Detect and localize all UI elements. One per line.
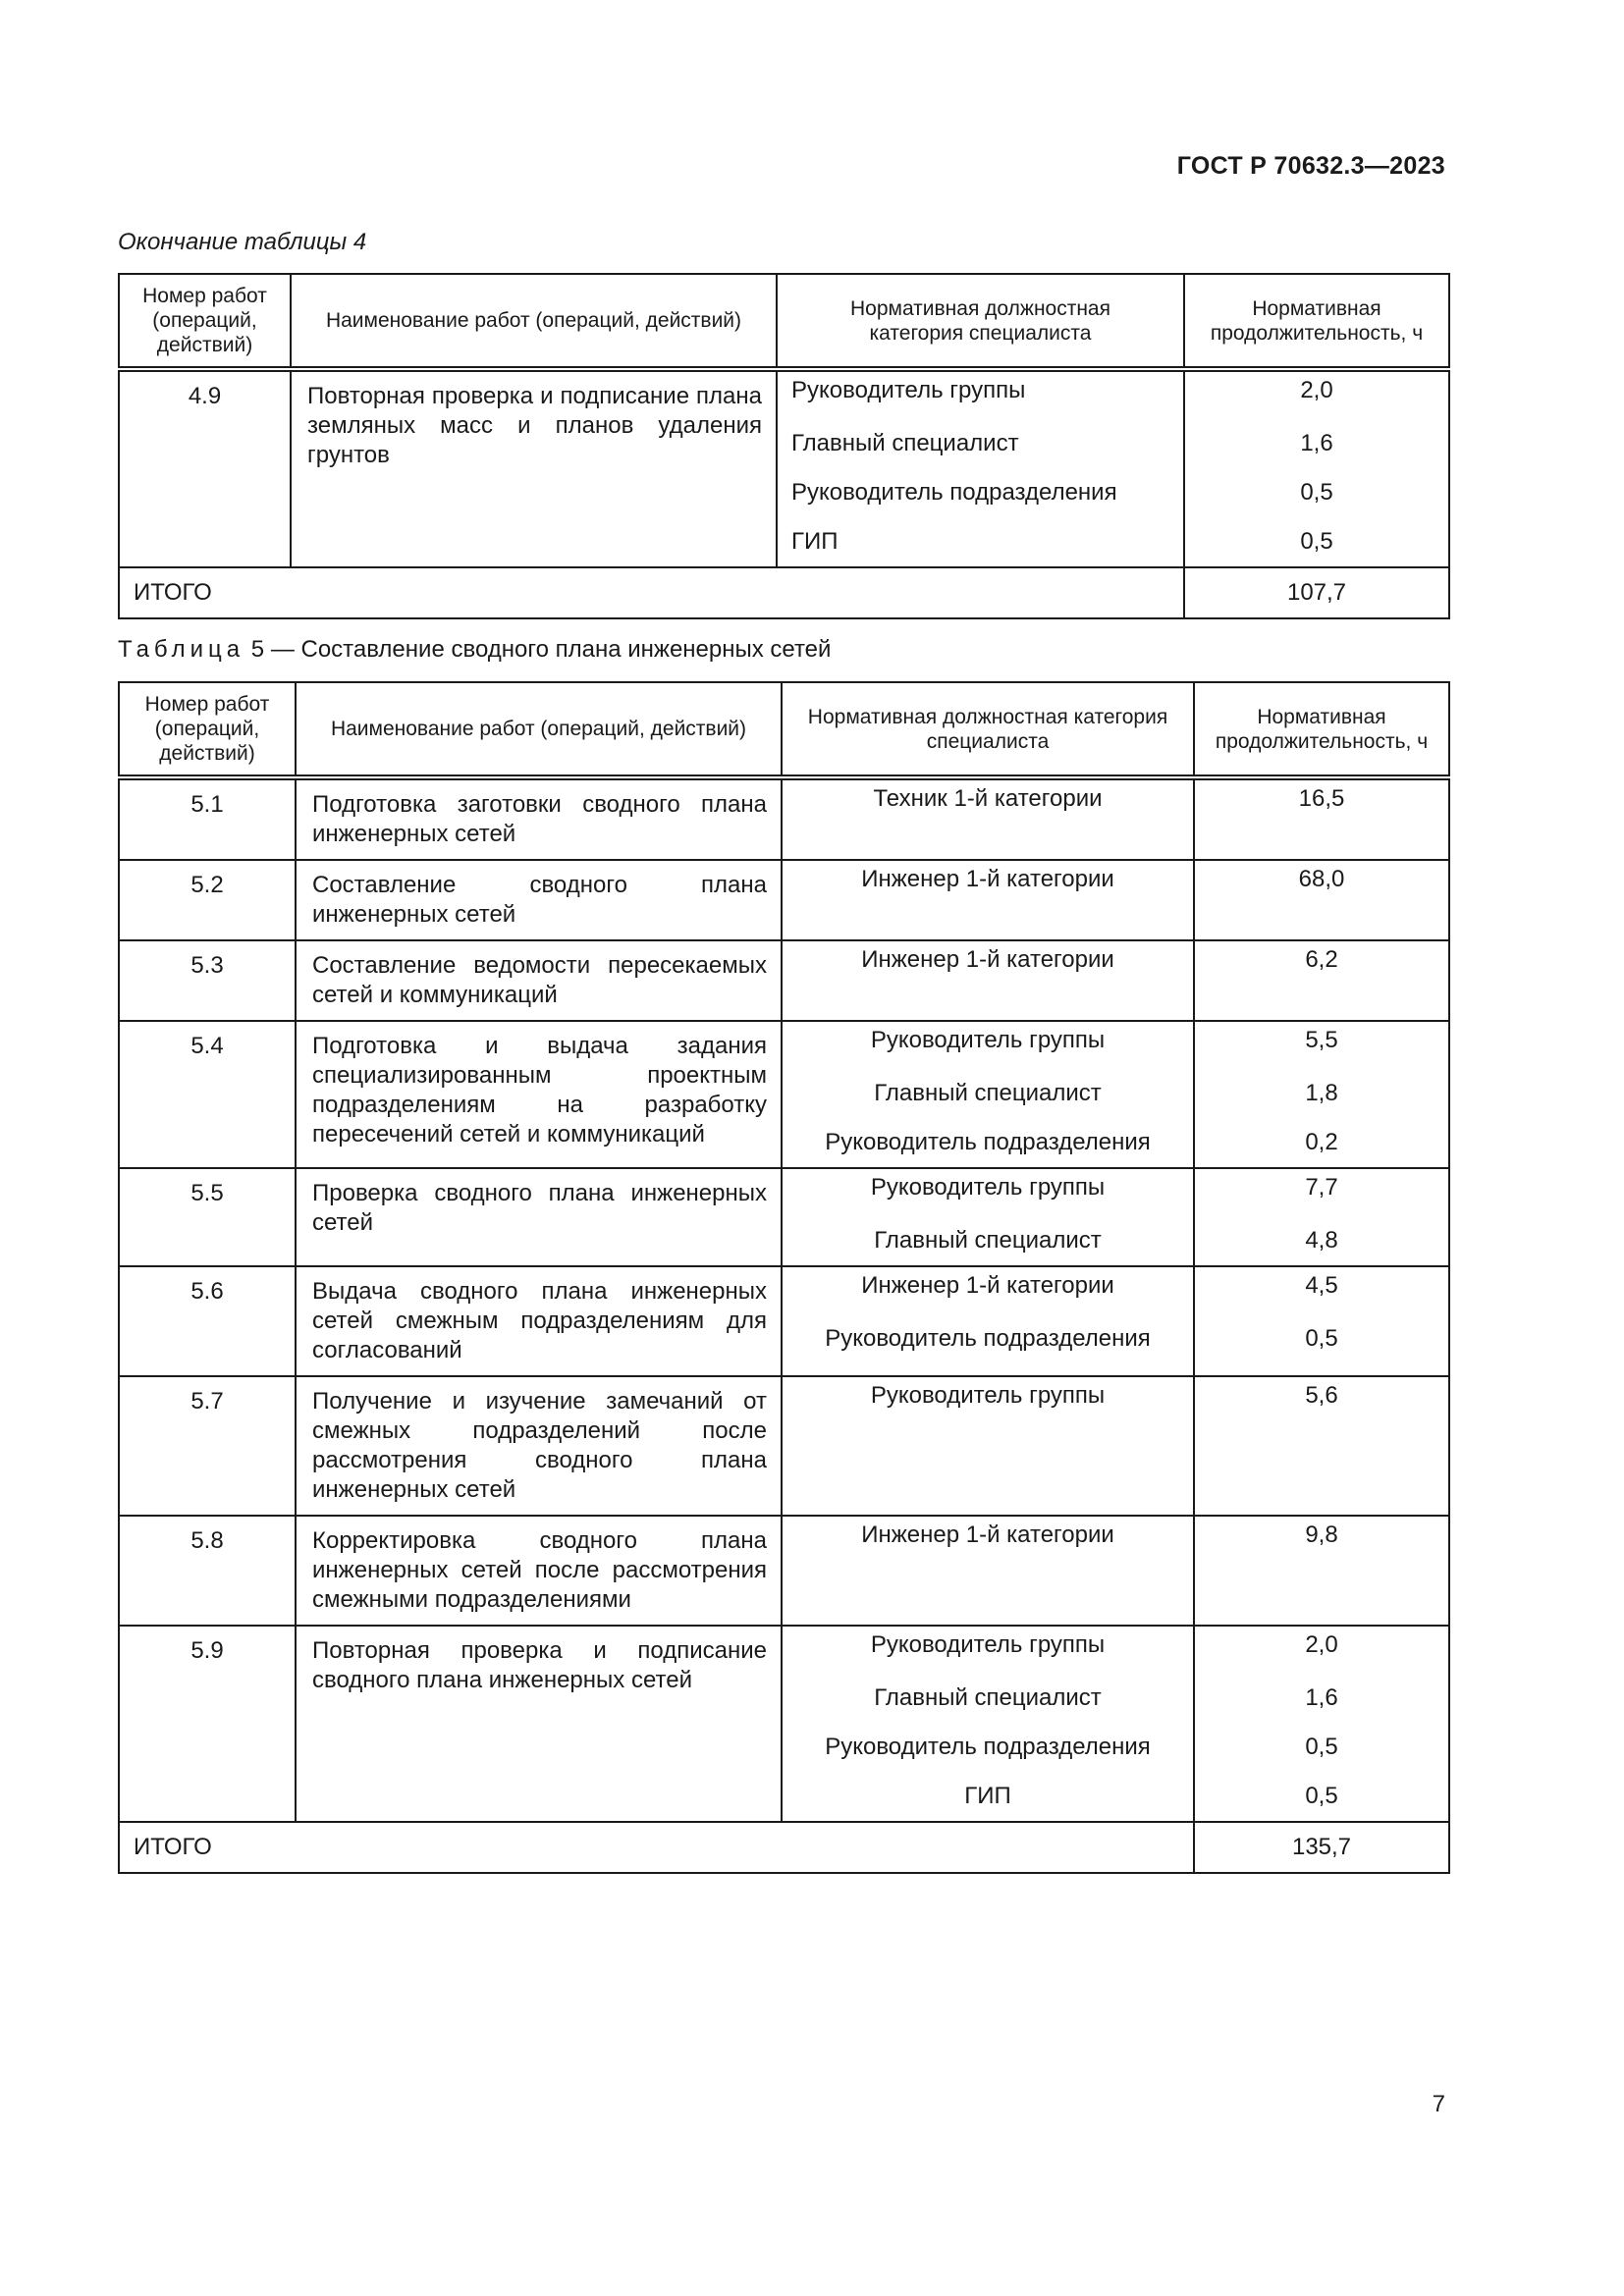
header-duration: Нормативная продолжительность, ч	[1194, 682, 1449, 777]
duration-value: 16,5	[1298, 785, 1345, 812]
duration-value: 7,7	[1305, 1174, 1338, 1201]
total-row	[119, 567, 1449, 618]
duration-value: 0,5	[1300, 528, 1333, 555]
header-specialist-category: Нормативная должностная категория специалиста	[782, 682, 1194, 777]
duration-value: 9,8	[1305, 1522, 1338, 1548]
work-name: Корректировка сводного плана инженерных сетей после рассмотрения смежными подразделениями	[296, 1516, 782, 1626]
specialist-role: ГИП	[964, 1783, 1011, 1809]
duration-list	[1194, 940, 1449, 1021]
work-name: Составление ведомости пересекаемых сетей и коммуникаций	[296, 940, 782, 1021]
specialist-role: Главный специалист	[874, 1684, 1102, 1711]
total-label: ИТОГО	[119, 1822, 1194, 1873]
table5-caption-number: 5	[250, 636, 265, 663]
work-name: Подготовка заготовки сводного плана инженерных сетей	[296, 777, 782, 860]
duration-list	[1194, 1376, 1449, 1516]
duration-list	[1194, 1266, 1449, 1376]
specialist-role: Техник 1-й категории	[873, 785, 1103, 812]
duration-value: 68,0	[1298, 866, 1345, 892]
work-number: 5.1	[119, 777, 296, 860]
duration-value: 2,0	[1305, 1631, 1338, 1658]
page-number: 7	[1432, 2091, 1445, 2117]
duration-list	[1194, 1516, 1449, 1626]
work-number: 5.5	[119, 1168, 296, 1266]
specialist-list	[782, 1266, 1194, 1376]
duration-value: 1,6	[1305, 1684, 1338, 1711]
specialist-role: Инженер 1-й категории	[861, 1522, 1114, 1548]
specialist-role: Главный специалист	[791, 430, 1019, 456]
work-number: 5.8	[119, 1516, 296, 1626]
table-row	[119, 369, 1449, 567]
specialist-list	[777, 369, 1184, 567]
duration-list	[1194, 1021, 1449, 1168]
table5-body	[119, 777, 1449, 1873]
specialist-role: Руководитель подразделения	[825, 1325, 1151, 1352]
specialist-role: Руководитель подразделения	[791, 479, 1117, 506]
table-row	[119, 1021, 1449, 1168]
work-number: 5.2	[119, 860, 296, 940]
specialist-list	[782, 1626, 1194, 1822]
duration-list	[1194, 1626, 1449, 1822]
specialist-role: Руководитель группы	[870, 1027, 1106, 1053]
duration-value: 4,8	[1305, 1227, 1338, 1254]
work-name: Получение и изучение замечаний от смежных подразделений после рассмотрения сводного плана инженерных сетей	[296, 1376, 782, 1516]
work-name: Повторная проверка и подписание плана земляных масс и планов удаления грунтов	[291, 369, 777, 567]
specialist-list	[782, 1376, 1194, 1516]
specialist-role: Руководитель группы	[791, 377, 1026, 403]
total-row	[119, 1822, 1449, 1873]
table-5	[118, 681, 1450, 1874]
table5-caption	[118, 636, 831, 664]
total-value: 107,7	[1184, 567, 1449, 618]
table-row	[119, 777, 1449, 860]
table-row	[119, 1266, 1449, 1376]
specialist-role: Руководитель подразделения	[825, 1129, 1151, 1155]
table-row	[119, 860, 1449, 940]
specialist-role: Главный специалист	[874, 1080, 1102, 1106]
duration-value: 5,5	[1305, 1027, 1338, 1053]
specialist-role: Инженер 1-й категории	[861, 946, 1114, 973]
header-work-number: Номер работ (операций, действий)	[119, 274, 291, 369]
duration-value: 1,6	[1300, 430, 1333, 456]
duration-value: 0,5	[1305, 1734, 1338, 1760]
header-work-number: Номер работ (операций, действий)	[119, 682, 296, 777]
work-number: 4.9	[119, 369, 291, 567]
specialist-list	[782, 940, 1194, 1021]
table5-header-row	[119, 682, 1449, 777]
specialist-role: Руководитель группы	[870, 1382, 1106, 1409]
duration-value: 2,0	[1300, 377, 1333, 403]
specialist-list	[782, 1021, 1194, 1168]
work-name: Повторная проверка и подписание сводного плана инженерных сетей	[296, 1626, 782, 1822]
work-number: 5.7	[119, 1376, 296, 1516]
table4-header-row	[119, 274, 1449, 369]
duration-list	[1194, 1168, 1449, 1266]
header-specialist-category: Нормативная должностная категория специалиста	[777, 274, 1184, 369]
work-number: 5.9	[119, 1626, 296, 1822]
specialist-role: Инженер 1-й категории	[861, 1272, 1114, 1299]
work-number: 5.6	[119, 1266, 296, 1376]
work-name: Составление сводного плана инженерных сетей	[296, 860, 782, 940]
specialist-list	[782, 1516, 1194, 1626]
document-code: ГОСТ Р 70632.3—2023	[1176, 152, 1445, 180]
specialist-role: Руководитель подразделения	[825, 1734, 1151, 1760]
duration-value: 0,2	[1305, 1129, 1338, 1155]
table5-caption-label: Таблица	[118, 636, 245, 663]
duration-value: 1,8	[1305, 1080, 1338, 1106]
duration-value: 0,5	[1305, 1783, 1338, 1809]
specialist-role: Инженер 1-й категории	[861, 866, 1114, 892]
specialist-role: Руководитель группы	[870, 1174, 1106, 1201]
duration-value: 6,2	[1305, 946, 1338, 973]
table-row	[119, 940, 1449, 1021]
header-work-name: Наименование работ (операций, действий)	[291, 274, 777, 369]
specialist-list	[782, 860, 1194, 940]
table4-continuation-caption: Окончание таблицы 4	[118, 229, 367, 255]
table5-caption-title: — Составление сводного плана инженерных сетей	[270, 636, 832, 663]
duration-list	[1184, 369, 1449, 567]
duration-value: 4,5	[1305, 1272, 1338, 1299]
table-row	[119, 1168, 1449, 1266]
work-number: 5.3	[119, 940, 296, 1021]
duration-list	[1194, 860, 1449, 940]
specialist-role: ГИП	[791, 528, 839, 555]
table-4	[118, 273, 1450, 619]
work-number: 5.4	[119, 1021, 296, 1168]
table-row	[119, 1516, 1449, 1626]
work-name: Выдача сводного плана инженерных сетей смежным подразделениям для согласований	[296, 1266, 782, 1376]
specialist-list	[782, 1168, 1194, 1266]
header-duration: Нормативная продолжительность, ч	[1184, 274, 1449, 369]
table-row	[119, 1376, 1449, 1516]
work-name: Проверка сводного плана инженерных сетей	[296, 1168, 782, 1266]
duration-list	[1194, 777, 1449, 860]
total-value: 135,7	[1194, 1822, 1449, 1873]
specialist-list	[782, 777, 1194, 860]
specialist-role: Главный специалист	[874, 1227, 1102, 1254]
work-name: Подготовка и выдача задания специализированным проектным подразделениям на разработку пересечений сетей и коммуникаций	[296, 1021, 782, 1168]
table-row	[119, 1626, 1449, 1822]
specialist-role: Руководитель группы	[870, 1631, 1106, 1658]
duration-value: 0,5	[1305, 1325, 1338, 1352]
duration-value: 0,5	[1300, 479, 1333, 506]
total-label: ИТОГО	[119, 567, 1184, 618]
header-work-name: Наименование работ (операций, действий)	[296, 682, 782, 777]
duration-value: 5,6	[1305, 1382, 1338, 1409]
